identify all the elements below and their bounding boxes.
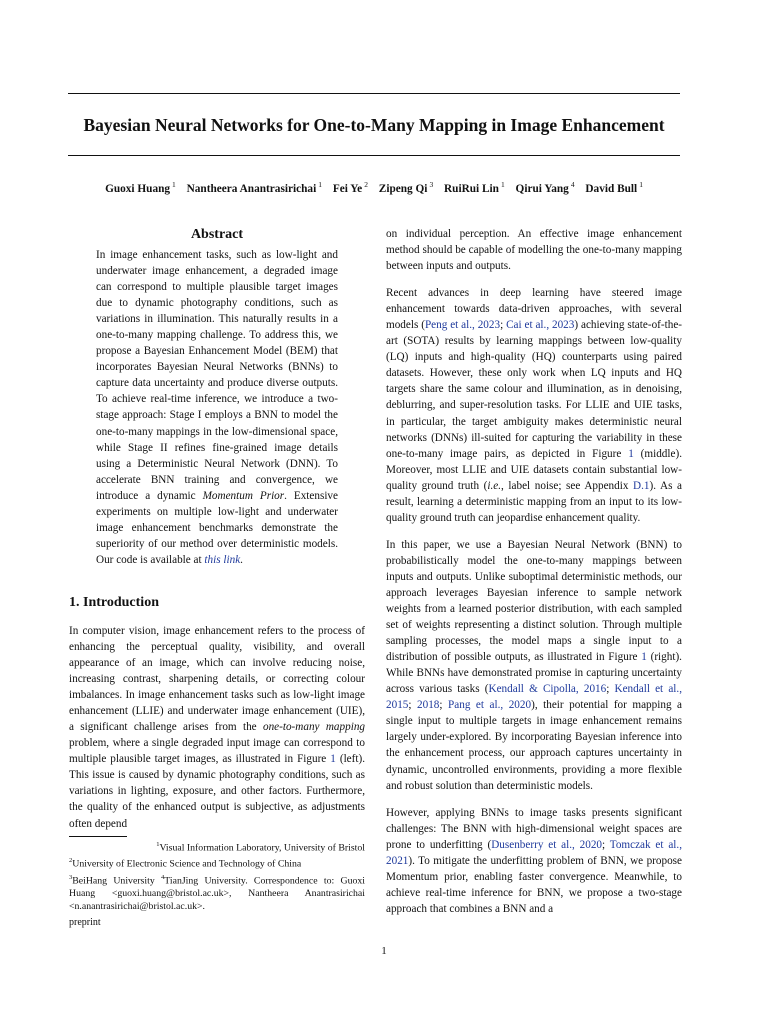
citation[interactable]: Tomczak et al., 2021 [386,838,683,867]
paper-title: Bayesian Neural Networks for One-to-Many Mapping in Image Enhancement [83,115,665,135]
abstract-text: In image enhancement tasks, such as low-light and underwater image enhancement, a degraded image can correspond to multiple plausible target images due to dynamic photography conditions, such as variations in illumination. This naturally results in a one-to-many mapping challenge. To address this, we propose a Bayesian Enhancement Model (BEM) that incorporates Bayesian Neural Networks (BNNs) to capture data uncertainty and produce diverse outputs. To achieve real-time inference, we introduce a two-stage approach: Stage I employs a BNN to model the one-to-many mappings in the low-dimensional space, while Stage II refines fine-grained image details using a Deterministic Neural Network (DNN). To accelerate BNN training and convergence, we introduce a dynamic Momentum Prior. Extensive experiments on multiple low-light and underwater image enhancement benchmarks demonstrate the superiority of our method over deterministic models. Our code is available at this link. [96,249,338,566]
footnote-rule [69,836,127,837]
citation[interactable]: 2018 [417,699,440,712]
author-3: Fei Ye $^2$ [332,180,368,195]
citation[interactable]: Kendall et al., 2015 [386,683,683,712]
left-column [69,226,365,843]
author-2: Nantheera Anantrasirichai $^1$ [186,180,322,195]
preprint-label: preprint [69,917,101,928]
author-6: Qirui Yang $^4$ [515,180,575,195]
author-5: RuiRui Lin $^1$ [444,180,505,195]
author-4: Zipeng Qi $^3$ [378,180,434,195]
intro-paragraph-1-continued: on individual perception. An effective image enhancement method should be capable of modelling the one-to-many mapping between inputs and outputs. [386,228,682,273]
citation[interactable]: Peng et al., 2023 [424,319,501,332]
title-rule-top [68,93,680,94]
author-list [40,180,708,195]
author-1: Guoxi Huang $^1$ [105,180,176,195]
citation[interactable]: Pang et al., 2020 [448,699,532,712]
figure-ref[interactable]: 1 [628,447,634,460]
intro-paragraph-4: However, applying BNNs to image tasks presents significant challenges: The BNN with high-dimensional weight spaces are prone to underfitting (Dusenberry et al., 2020; Tomczak et al., 2021). To mitigate the underfitting problem of BNN, we propose Momentum prior, enabling faster convergence. Meanwhile, to achieve real-time inference for BNN, we propose a two-stage approach that combines a BNN and a [386,806,683,915]
right-column [386,226,682,928]
intro-paragraph-2: Recent advances in deep learning have steered image enhancement towards data-driven approaches, with several models (Peng et al., 2023; Cai et al., 2023) achieving state-of-the-art (SOTA) results by learning mappings between low-quality (LQ) inputs and high-quality (HQ) counterparts using paired datasets. However, these only work when LQ inputs and HQ targets share the same colour and illumination, as in denoising, deblurring, and super-resolution tasks. For LLIE and UIE tasks, in particular, the target ambiguity makes deterministic neural networks (DNNs) ill-suited for capturing the variability in these one-to-many image pairs, as depicted in Figure 1 (middle). Moreover, most LLIE and UIE datasets contain substantial low-quality ground truth (i.e., label noise; see Appendix D.1). As a result, learning a deterministic mapping from an input to its low-quality ground truth can jeopardise enhancement quality. [386,287,683,524]
author-7: David Bull $^1$ [585,180,643,195]
figure-ref[interactable]: 1 [330,753,336,766]
page-number: 1 [381,945,387,957]
figure-ref[interactable]: 1 [641,651,647,664]
citation[interactable]: Dusenberry et al., 2020 [491,838,603,851]
title-rule-bottom [68,155,680,156]
intro-paragraph-1: In computer vision, image enhancement refers to the process of enhancing the perceptual quality, visibility, and overall appearance of an image, which can involve reducing noise, increasing contrast, sharpening details, or correcting colour imbalances. In image enhancement tasks such as low-light image enhancement (LLIE) and underwater image enhancement (UIE), a significant challenge arises from the one-to-many mapping problem, where a single degraded input image can correspond to multiple plausible target images, as illustrated in Figure 1 (left). This issue is caused by dynamic photography conditions, such as variations in lighting, exposure, and other factors. Furthermore, the quality of the enhanced output is subjective, as adjustments often depend [69,624,366,830]
appendix-ref[interactable]: D.1 [633,479,650,492]
citation[interactable]: Kendall & Cipolla, 2016 [488,683,607,696]
footnotes: $^1$Visual Information Laboratory, University of Bristol $^2$University of Electronic Science and Technology of China $^3$BeiHang University $^4$TianJing University. Correspondence to: Guoxi Huang <guoxi.huang@bristol.ac.uk>, Nantheera Anantrasirichai <n.anantrasirichai@bristol.ac.uk>. [69,841,365,912]
intro-paragraph-3: In this paper, we use a Bayesian Neural Network (BNN) to probabilistically model the one-to-many mappings between inputs and outputs. Unlike suboptimal deterministic methods, our approach leverages Bayesian inference to sample network weights from a learned posterior distribution, with each sampled set of weights representing a distinct solution. Through multiple sampling processes, the model maps a single input to a distribution of possible outputs, as illustrated in Figure 1 (right). While BNNs have demonstrated promise in capturing uncertainty across various tasks (Kendall & Cipolla, 2016; Kendall et al., 2015; 2018; Pang et al., 2020), their potential for mapping a single input to multiple targets in image enhancement remains largely under-explored. By incorporating Bayesian inference into the enhancement process, our approach captures uncertainty in dynamic, uncontrolled environments, providing a more flexible and robust solution than deterministic models. [386,538,683,792]
abstract-heading: Abstract [190,227,244,242]
code-link[interactable]: this link [204,553,241,566]
introduction-heading: 1. Introduction [69,594,159,610]
citation[interactable]: Cai et al., 2023 [506,319,575,332]
